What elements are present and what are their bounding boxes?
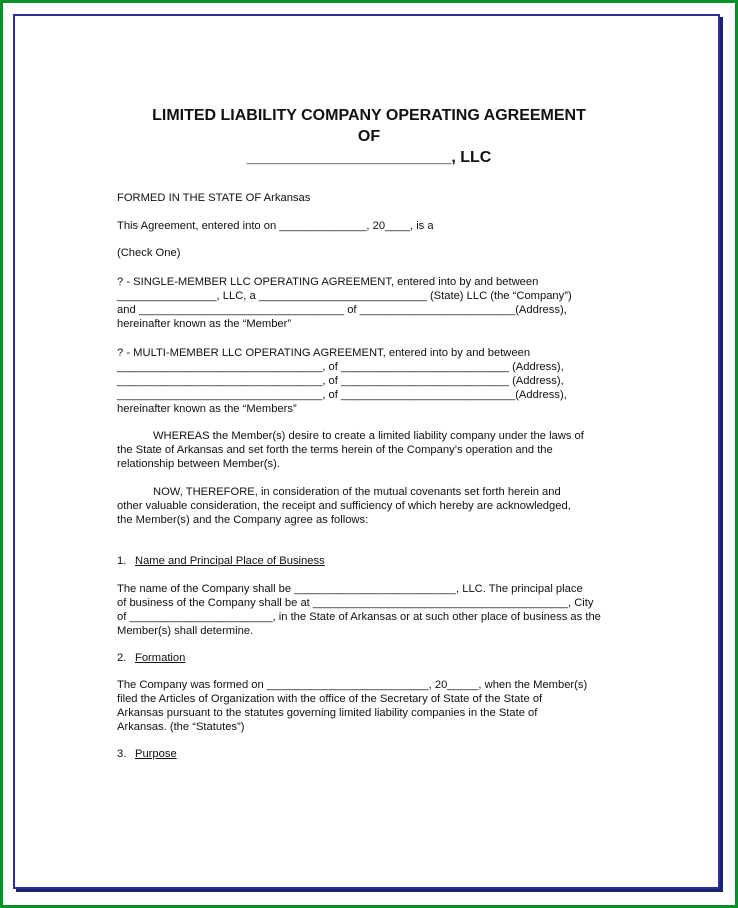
section-2-heading: Formation [135,652,186,664]
section-2-line-3: Arkansas pursuant to the statutes governing limited liability companies in the State of [117,707,538,719]
title-line-1: LIMITED LIABILITY COMPANY OPERATING AGREEMENT [152,107,586,124]
single-member-line-2: ________________, LLC, a ___________________________ (State) LLC (the “Company”) [117,290,572,302]
section-1-number: 1. [117,555,127,567]
section-3-heading: Purpose [135,748,177,760]
formed-in-state: FORMED IN THE STATE OF Arkansas [117,192,311,204]
single-member-line-3: and _________________________________ of _________________________(Address), [117,304,567,316]
multi-member-heading: ? - MULTI-MEMBER LLC OPERATING AGREEMENT, entered into by and between [117,347,531,359]
now-therefore-line-3: the Member(s) and the Company agree as follows: [117,514,369,526]
multi-member-line-3: _________________________________, of ___________________________ (Address), [117,375,564,387]
single-member-line-4: hereinafter known as the “Member” [117,318,292,330]
multi-member-line-2: _________________________________, of ___________________________ (Address), [117,361,564,373]
section-1-line-1: The name of the Company shall be __________________________, LLC. The principal place [117,583,583,595]
single-member-heading: ? - SINGLE-MEMBER LLC OPERATING AGREEMENT, entered into by and between [117,276,539,288]
whereas-line-1: WHEREAS the Member(s) desire to create a limited liability company under the laws of [153,430,584,442]
section-1-heading: Name and Principal Place of Business [135,555,325,567]
title-line-2: OF [357,128,381,145]
section-1-line-4: Member(s) shall determine. [117,625,254,637]
section-2-line-1: The Company was formed on __________________________, 20_____, when the Member(s) [117,679,588,691]
now-therefore-line-1: NOW, THEREFORE, in consideration of the mutual covenants set forth herein and [153,486,561,498]
whereas-line-3: relationship between Member(s). [117,458,280,470]
multi-member-line-5: hereinafter known as the “Members” [117,403,297,415]
section-2-number: 2. [117,652,127,664]
section-2-line-4: Arkansas. (the “Statutes”) [117,721,245,733]
section-1-line-2: of business of the Company shall be at _________________________________________, City [117,597,594,609]
section-2-line-2: filed the Articles of Organization with the office of the Secretary of State of the State of [117,693,543,705]
agreement-entered-line: This Agreement, entered into on ______________, 20____, is a [117,220,434,232]
section-3-number: 3. [117,748,127,760]
now-therefore-line-2: other valuable consideration, the receipt and sufficiency of which hereby are acknowledged, [117,500,571,512]
whereas-line-2: the State of Arkansas and set forth the terms herein of the Company’s operation and the [117,444,553,456]
title-line-3: _______________________, LLC [246,149,492,166]
multi-member-line-4: _________________________________, of ____________________________(Address), [117,389,567,401]
check-one-label: (Check One) [117,247,181,259]
section-1-line-3: of _______________________, in the State of Arkansas or at such other place of business as the [117,611,601,623]
